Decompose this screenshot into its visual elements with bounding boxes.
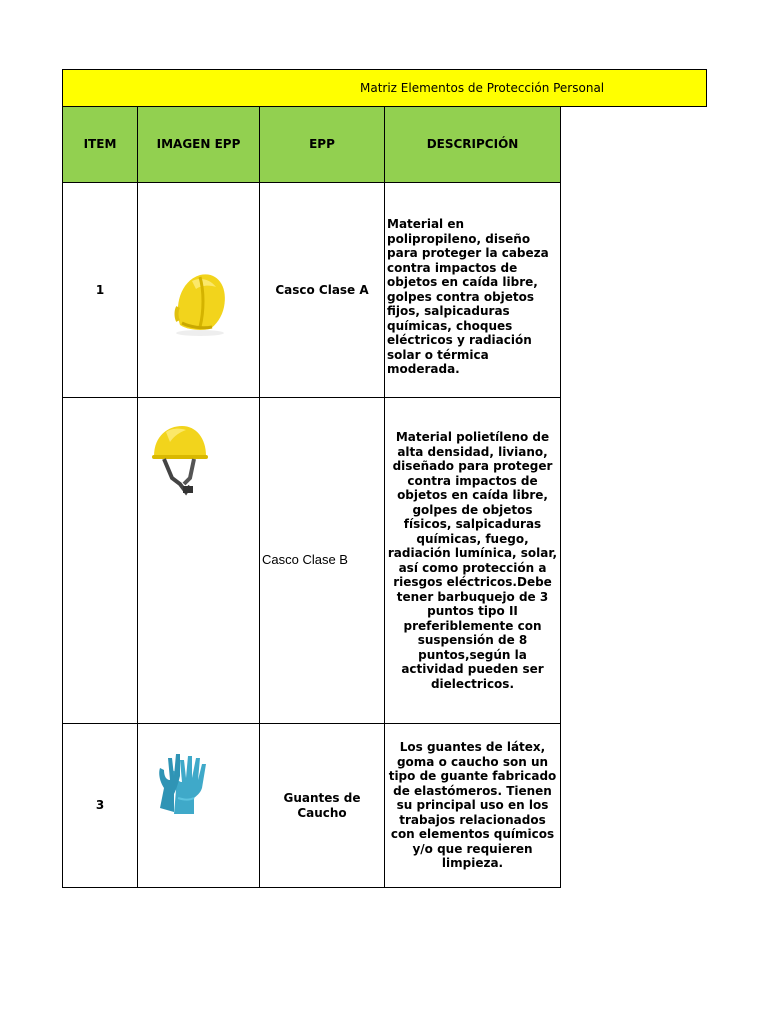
- epp-name: Casco Clase B: [260, 398, 385, 724]
- epp-name: Guantes de Caucho: [260, 724, 385, 888]
- hard-hat-with-chinstrap-icon: [150, 422, 210, 502]
- epp-description: Material polietíleno de alta densidad, liviano, diseñado para proteger contra impactos de objetos en caída libre, golpes de objetos físicos, salpicaduras químicas, fuego, radiación lumínica, solar, así como protección a riesgos eléctricos.Debe tener barbuquejo de 3 puntos tipo II preferiblemente con suspensión de 8 puntos,según la actividad pueden ser dielectricos.: [385, 398, 561, 724]
- header-row: [63, 107, 561, 183]
- description-text: Material en polipropileno, diseño para proteger la cabeza contra impactos de objetos en caída libre, golpes contra objetos fijos, salpicaduras químicas, choques eléctricos y radiación solar o térmica moderada.: [387, 217, 549, 376]
- epp-description: Los guantes de látex, goma o caucho son un tipo de guante fabricado de elastómeros. Tienen su principal uso en los trabajos relacionados con elementos químicos y/o que requieren limpieza.: [385, 724, 561, 888]
- table-row: [63, 183, 561, 398]
- header-item: ITEM: [63, 107, 138, 183]
- hard-hat-icon: [170, 267, 230, 339]
- image-cell: [138, 398, 260, 724]
- epp-description: [385, 183, 561, 398]
- page-title: Matriz Elementos de Protección Personal: [360, 81, 605, 95]
- header-description: DESCRIPCIÓN: [385, 107, 561, 183]
- image-cell: [138, 183, 260, 398]
- item-number: 3: [63, 724, 138, 888]
- table-row: [63, 724, 561, 888]
- table-row: [63, 398, 561, 724]
- header-image: IMAGEN EPP: [138, 107, 260, 183]
- item-number: [63, 398, 138, 724]
- title-bar: [62, 69, 707, 107]
- rubber-gloves-icon: [154, 750, 214, 816]
- epp-matrix-table: [62, 106, 561, 888]
- epp-name: Casco Clase A: [260, 183, 385, 398]
- header-epp: EPP: [260, 107, 385, 183]
- item-number: 1: [63, 183, 138, 398]
- image-cell: [138, 724, 260, 888]
